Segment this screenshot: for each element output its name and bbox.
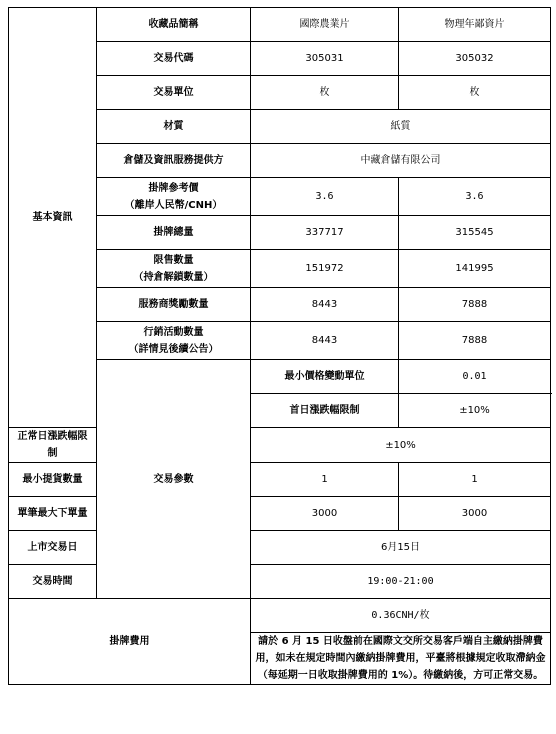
row-label: 最小提貨數量 xyxy=(9,463,97,497)
row-label: 交易代碼 xyxy=(97,42,251,76)
table-row xyxy=(9,565,551,599)
row-label-line1: 限售數量 xyxy=(153,254,194,266)
product-a-value: 8443 xyxy=(251,288,399,322)
row-label-line2: （持倉解鎖數量） xyxy=(133,271,214,283)
row-label: 倉儲及資訊服務提供方 xyxy=(97,144,251,178)
group-trading-params: 交易參數 xyxy=(97,360,251,599)
table-row xyxy=(9,463,551,497)
row-label: 單筆最大下單量 xyxy=(9,497,97,531)
row-label-line1: 行銷活動數量 xyxy=(143,326,204,338)
group-listing-fee: 掛牌費用 xyxy=(9,599,251,685)
row-label-line2: （離岸人民幣/CNH） xyxy=(124,199,223,211)
row-label: 正常日漲跌幅限制 xyxy=(9,428,97,463)
row-label: 掛牌總量 xyxy=(97,216,251,250)
row-label: 材質 xyxy=(97,110,251,144)
merged-value: 紙質 xyxy=(251,110,551,144)
product-a-value: 3.6 xyxy=(251,178,399,216)
group-basic-info: 基本資訊 xyxy=(9,8,97,428)
product-b-value: 305032 xyxy=(399,42,551,76)
row-label: 服務商獎勵數量 xyxy=(97,288,251,322)
row-label-two-line xyxy=(97,322,251,360)
merged-value: 0.01 xyxy=(399,360,551,394)
table-row xyxy=(9,497,551,531)
spec-table xyxy=(8,7,551,685)
product-a-value: 1 xyxy=(251,463,399,497)
merged-value: 中藏倉儲有限公司 xyxy=(251,144,551,178)
merged-value: ±10% xyxy=(399,394,551,428)
product-b-value: 3000 xyxy=(399,497,551,531)
product-a-value: 151972 xyxy=(251,250,399,288)
table-row xyxy=(9,599,551,633)
product-b-value: 315545 xyxy=(399,216,551,250)
fee-amount: 0.36CNH/枚 xyxy=(251,599,551,633)
product-b-value: 1 xyxy=(399,463,551,497)
merged-value: ±10% xyxy=(251,428,551,463)
product-a-value: 3000 xyxy=(251,497,399,531)
product-b-value: 141995 xyxy=(399,250,551,288)
product-b-value: 7888 xyxy=(399,288,551,322)
header-label: 收藏品簡稱 xyxy=(97,8,251,42)
product-b-name: 物理年鄙資片 xyxy=(399,8,551,42)
product-a-value: 337717 xyxy=(251,216,399,250)
product-a-value: 8443 xyxy=(251,322,399,360)
row-label: 首日漲跌幅限制 xyxy=(251,394,399,428)
header-row xyxy=(9,8,551,42)
fee-note: 請於 6 月 15 日收盤前在國際文交所交易客戶端自主繳納掛牌費用，如未在規定時間內繳納掛牌費用，平臺將根據規定收取滯納金（每延期一日收取掛牌費用的 1%）。待繳納後，方可正常交易。 xyxy=(251,633,551,685)
product-a-value: 305031 xyxy=(251,42,399,76)
row-label-line1: 掛牌參考價 xyxy=(148,182,199,194)
table-row xyxy=(9,531,551,565)
merged-value: 19:00-21:00 xyxy=(251,565,551,599)
row-label: 交易單位 xyxy=(97,76,251,110)
product-a-value: 枚 xyxy=(251,76,399,110)
row-label-two-line xyxy=(97,250,251,288)
product-a-name: 國際農業片 xyxy=(251,8,399,42)
merged-value: 6月15日 xyxy=(251,531,551,565)
product-b-value: 枚 xyxy=(399,76,551,110)
table-row xyxy=(9,428,551,463)
row-label-two-line xyxy=(97,178,251,216)
product-b-value: 7888 xyxy=(399,322,551,360)
row-label: 上市交易日 xyxy=(9,531,97,565)
row-label: 交易時間 xyxy=(9,565,97,599)
product-b-value: 3.6 xyxy=(399,178,551,216)
row-label: 最小價格變動單位 xyxy=(251,360,399,394)
row-label-line2: （詳情見後續公告） xyxy=(128,343,219,355)
